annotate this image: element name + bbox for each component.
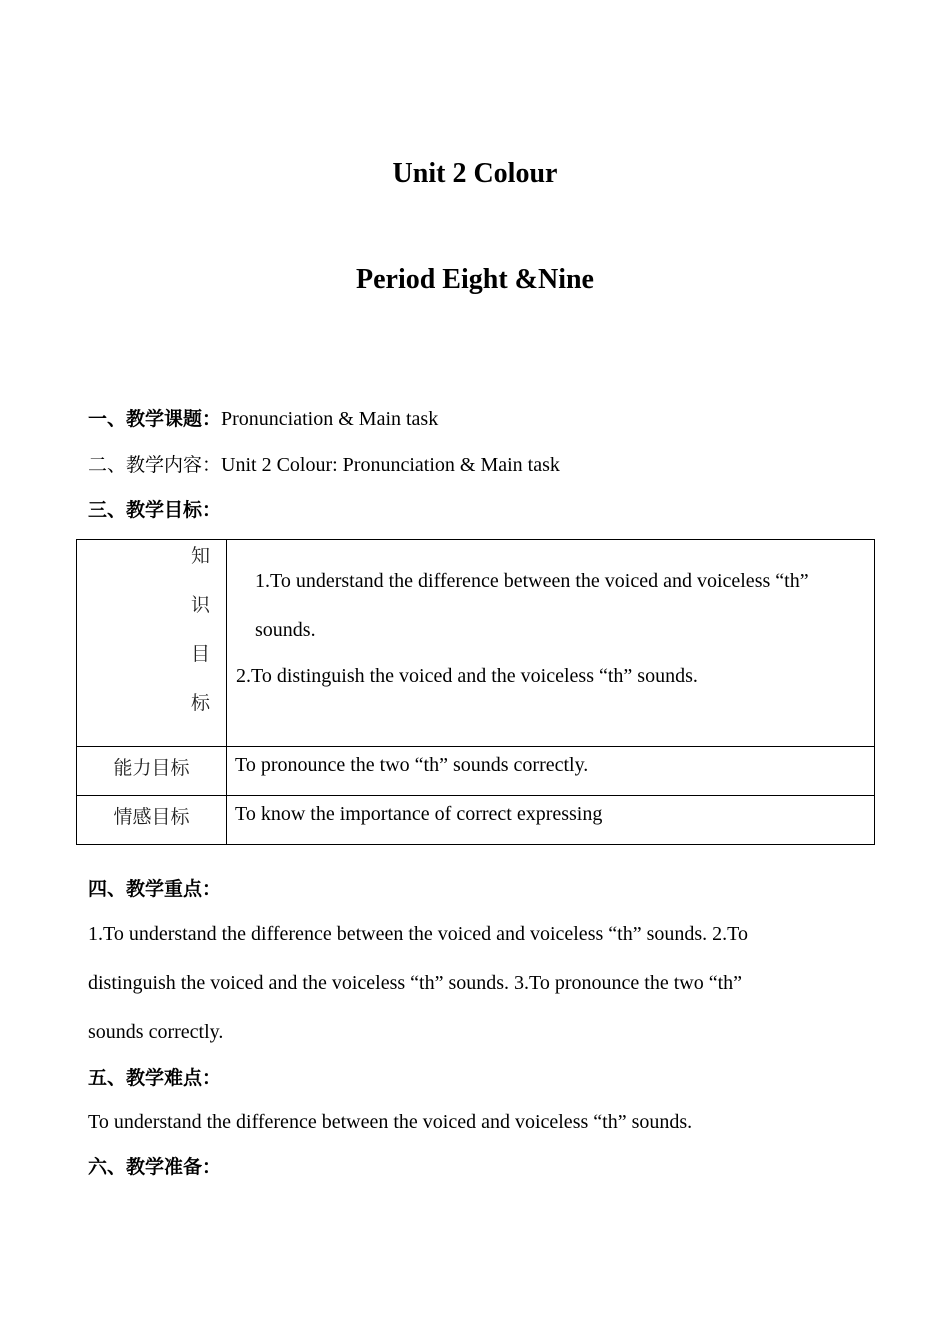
section-key-points: [88, 877, 221, 901]
knowledge-label: [77, 540, 227, 747]
knowledge-item-1-line-b: sounds.: [255, 619, 316, 641]
section-objectives-heading: 三、教学目标：: [88, 499, 222, 521]
emotion-row: [77, 796, 875, 845]
ability-row: [77, 747, 875, 796]
section-difficult-points-heading: 五、教学难点：: [88, 1067, 222, 1089]
knowledge-item-1: [227, 540, 874, 664]
section-preparation-heading: 六、教学准备：: [88, 1156, 222, 1178]
key-points-line-3: sounds correctly.: [88, 1021, 224, 1043]
emotion-cell: [227, 796, 875, 845]
knowledge-content: [227, 540, 875, 747]
section-content-text: Unit 2 Colour: Pronunciation & Main task: [221, 454, 560, 476]
knowledge-label-char: 标: [190, 692, 210, 714]
section-topic-heading: 一、教学课题：: [88, 408, 222, 430]
knowledge-item-1-line-a: 1.To understand the difference between the voiced and voiceless “th”: [255, 570, 809, 592]
section-preparation: [88, 1155, 221, 1179]
emotion-label-cell: [77, 796, 227, 845]
ability-label: 能力目标: [113, 757, 190, 779]
knowledge-label-char: 知: [190, 545, 210, 567]
ability-label-cell: [77, 747, 227, 796]
ability-text: To pronounce the two “th” sounds correctly.: [235, 754, 589, 776]
section-content: [88, 453, 560, 477]
emotion-label: 情感目标: [113, 806, 190, 828]
knowledge-label-char: 识: [190, 594, 210, 616]
knowledge-row: [77, 540, 875, 747]
ability-cell: [227, 747, 875, 796]
section-topic-text: Pronunciation & Main task: [221, 408, 439, 430]
difficult-points-line-1: To understand the difference between the voiced and voiceless “th” sounds.: [88, 1111, 693, 1133]
objectives-table: [76, 539, 875, 845]
document-title: Unit 2 Colour: [392, 158, 558, 189]
section-difficult-points: [88, 1066, 221, 1090]
knowledge-label-char: 目: [190, 643, 210, 665]
period-title: Period Eight &Nine: [356, 264, 594, 295]
emotion-text: To know the importance of correct expressing: [235, 803, 603, 825]
section-key-points-heading: 四、教学重点：: [88, 878, 222, 900]
knowledge-item-2: 2.To distinguish the voiced and the voiceless “th” sounds.: [236, 665, 698, 687]
key-points-line-1: 1.To understand the difference between the voiced and voiceless “th” sounds. 2.To: [88, 923, 748, 945]
section-objectives: [88, 498, 221, 522]
section-topic: [88, 407, 438, 431]
key-points-line-2: distinguish the voiced and the voiceless “th” sounds. 3.To pronounce the two “th”: [88, 972, 743, 994]
section-content-heading: 二、教学内容：: [88, 454, 222, 476]
